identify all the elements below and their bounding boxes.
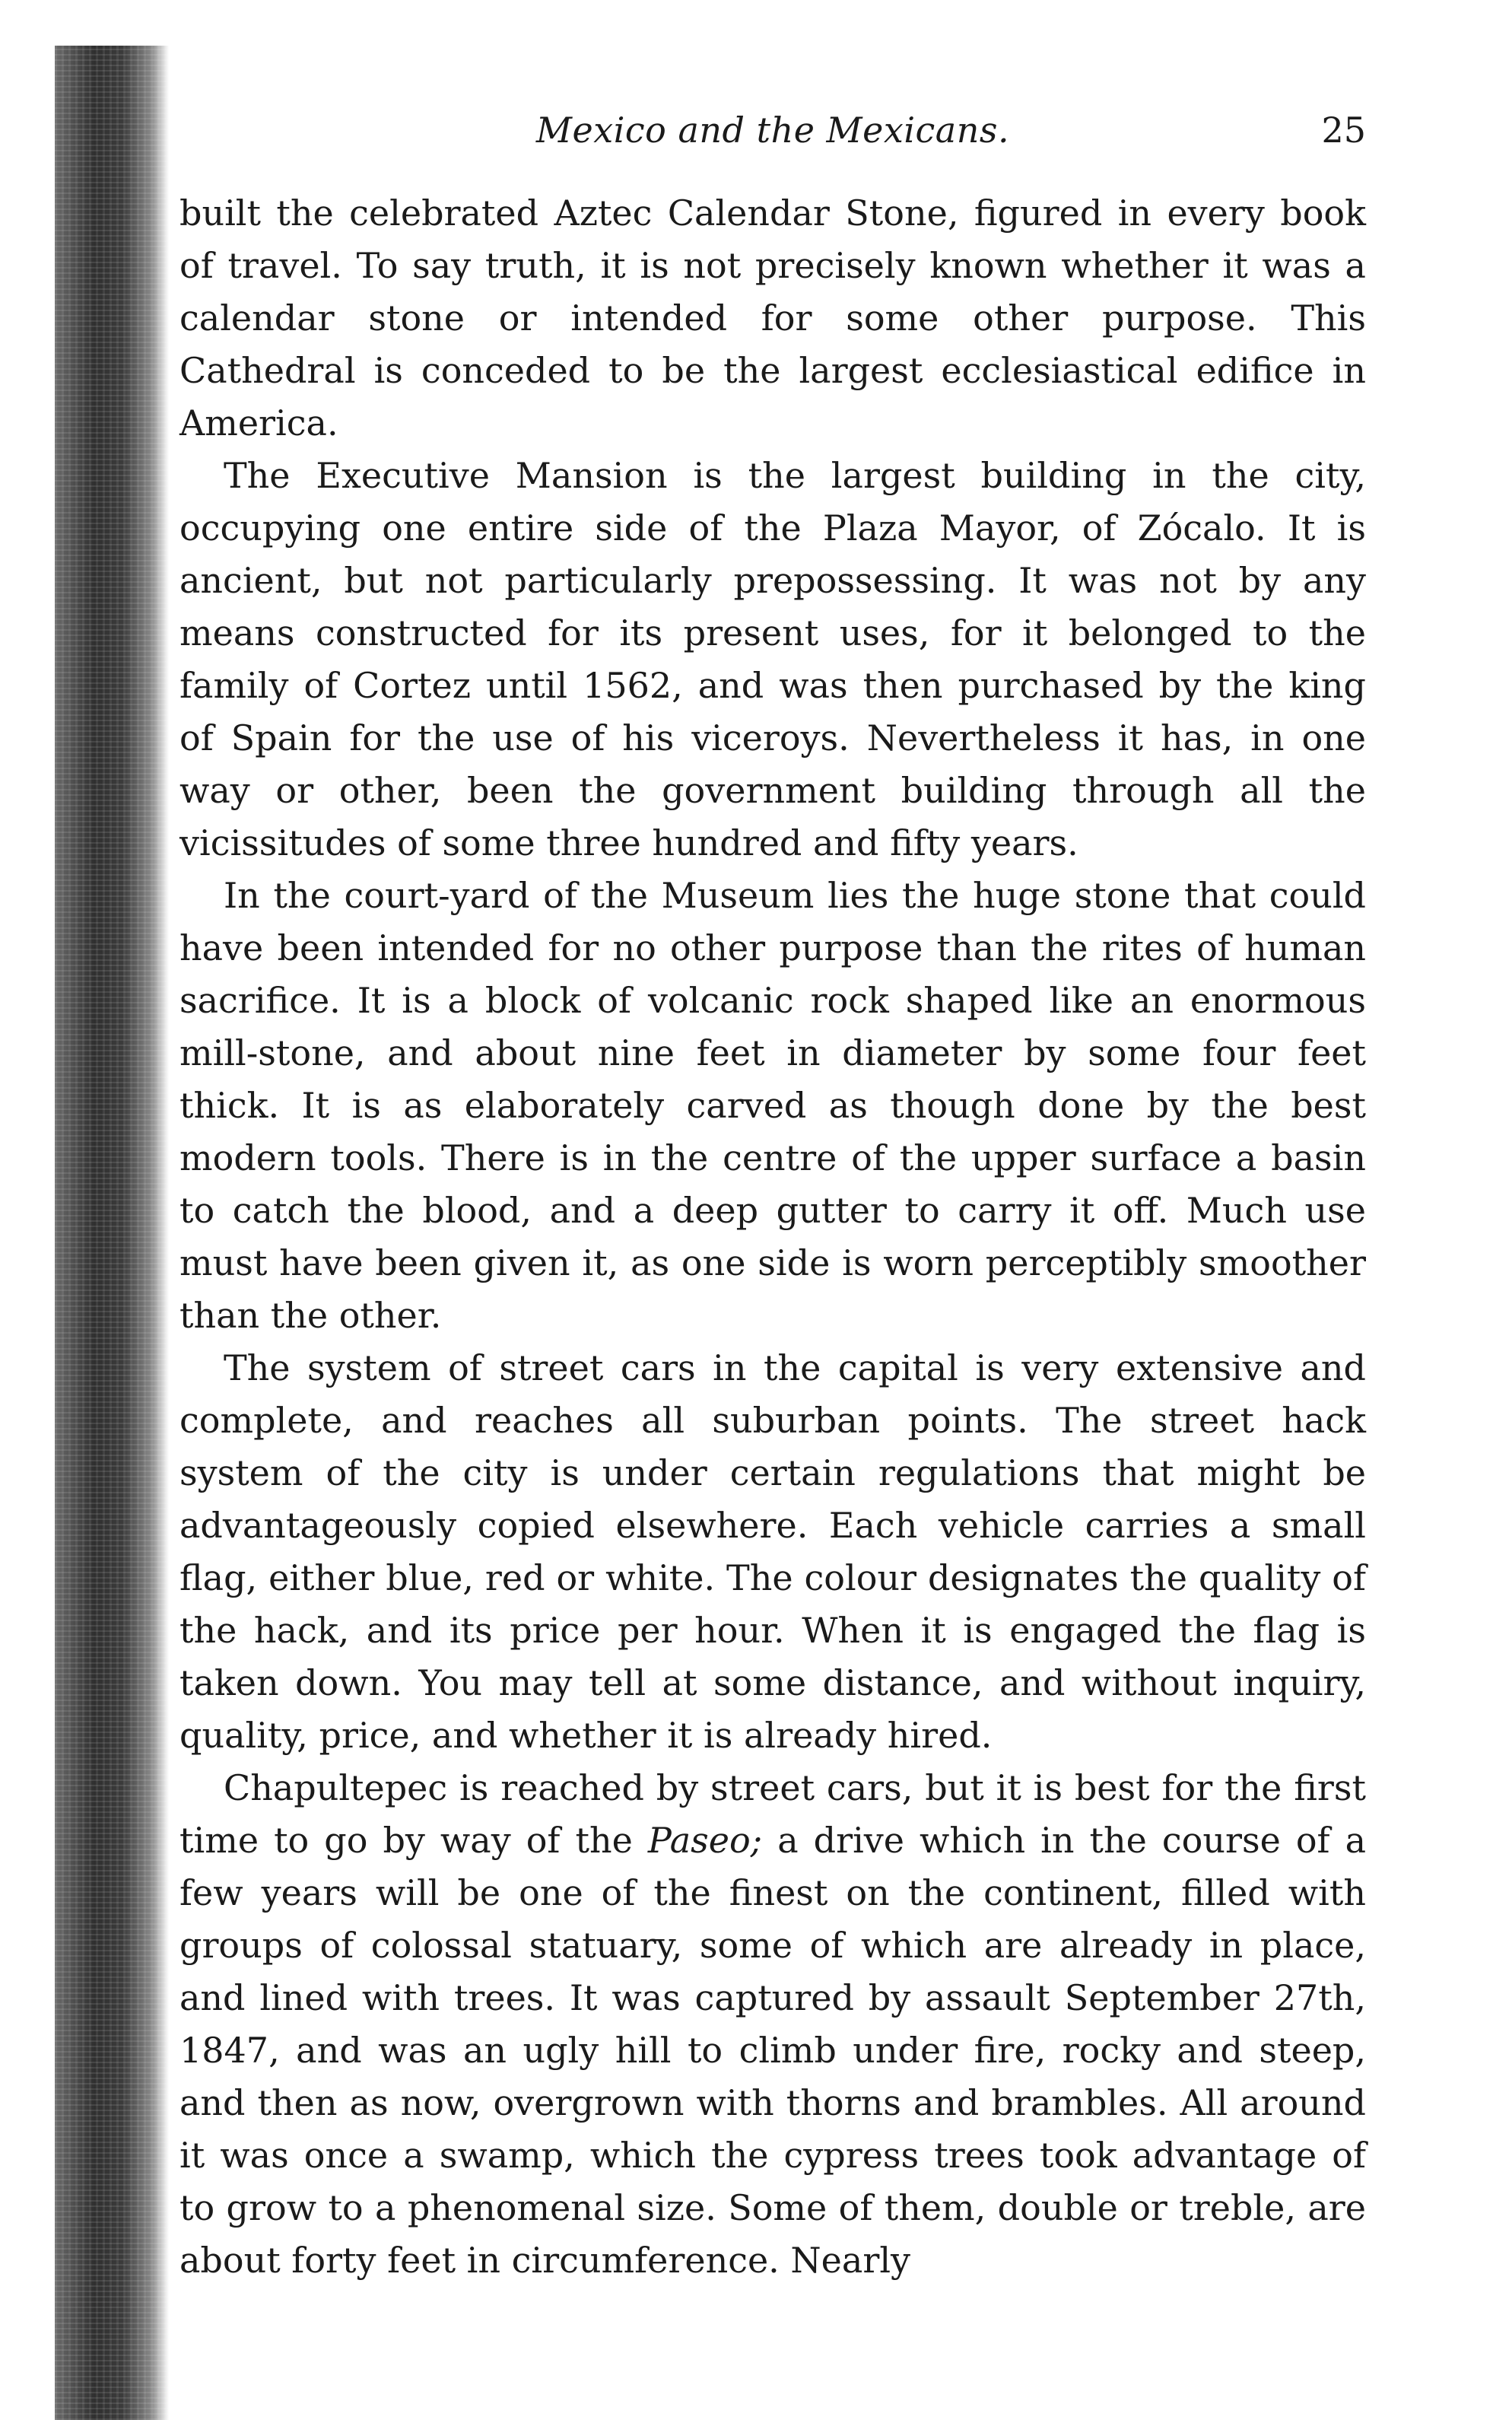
body-text — [179, 187, 1366, 2287]
running-head: Mexico and the Mexicans. — [535, 110, 1010, 151]
paragraph-5 — [179, 1762, 1366, 2287]
paseo-italic: Paseo; — [647, 1820, 763, 1861]
paragraph-3: In the court-yard of the Museum lies the huge stone that could have been intended for no other purpose than the rites of human sacrifice. It is a block of volcanic rock shaped like an enormous mill-stone, and about nine feet in diameter by some four feet thick. It is as elaborately carved as though done by the best modern tools. There is in the centre of the upper surface a basin to catch the blood, and a deep gutter to carry it off. Much use must have been given it, as one side is worn perceptibly smoother than the other. — [179, 875, 1366, 1336]
page-number: 25 — [1321, 110, 1366, 151]
paragraph-5-end: a drive which in the course of a few years will be one of the finest on the continent, filled with groups of colossal statuary, some of which are already in place, and lined with trees. It was captured by assault September 27th, 1847, and was an ugly hill to climb under fire, rocky and steep, and then as now, overgrown with thorns and brambles. All around it was once a swamp, which the cypress trees took advantage of to grow to a phenomenal size. Some of them, double or treble, are about forty feet in circumference. Nearly — [179, 1820, 1366, 2281]
paragraph-2: The Executive Mansion is the largest building in the city, occupying one entire side of the Plaza Mayor, of Zócalo. It is ancient, but not particularly prepossessing. It was not by any means constructed for its present uses, for it belonged to the family of Cortez until 1562, and was then purchased by the king of Spain for the use of his viceroys. Nevertheless it has, in one way or other, been the government building through all the vicissitudes of some three hundred and fifty years. — [179, 455, 1366, 863]
paragraph-5-start: Chapultepec is reached by street cars, but it is best for the first time to go by way of the — [179, 1767, 1366, 1861]
paragraph-4: The system of street cars in the capital is very extensive and complete, and reaches all suburban points. The street hack system of the city is under certain regulations that might be advantageously copied elsewhere. Each vehicle carries a small flag, either blue, red or white. The colour designates the quality of the hack, and its price per hour. When it is engaged the flag is taken down. You may tell at some distance, and without inquiry, quality, price, and whether it is already hired. — [179, 1347, 1366, 1756]
page-header — [179, 103, 1366, 157]
page-binding-edge — [55, 46, 169, 2420]
paragraph-1: built the celebrated Aztec Calendar Stone, figured in every book of travel. To say truth, it is not precisely known whether it was a calendar stone or intended for some other purpose. This Cathedral is conceded to be the largest ecclesiastical edifice in America. — [179, 192, 1366, 444]
